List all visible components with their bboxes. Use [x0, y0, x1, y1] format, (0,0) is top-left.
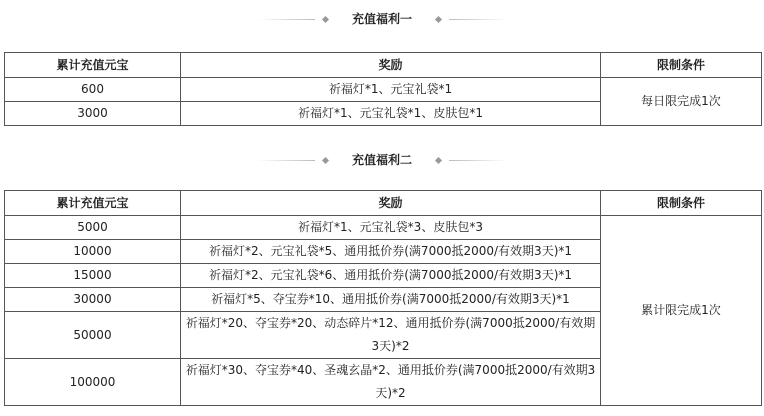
reward-cell: 祈福灯*1、元宝礼袋*3、皮肤包*3: [181, 216, 601, 240]
reward-cell: 祈福灯*1、元宝礼袋*1、皮肤包*1: [181, 102, 601, 126]
table-header-row: [5, 53, 762, 78]
section2-table: [4, 190, 762, 406]
amount-cell: 50000: [5, 312, 181, 359]
divider-line-left: [257, 19, 315, 20]
amount-cell: 15000: [5, 264, 181, 288]
reward-cell: 祈福灯*2、元宝礼袋*5、通用抵价券(满7000抵2000/有效期3天)*1: [181, 240, 601, 264]
table-header-row: [5, 191, 762, 216]
header-amount: 累计充值元宝: [5, 53, 181, 78]
amount-cell: 600: [5, 78, 181, 102]
divider-line-left: [257, 160, 315, 161]
limit-cell: 累计限完成1次: [601, 216, 762, 406]
section2-title: 充值福利二: [351, 153, 412, 167]
diamond-icon: [435, 157, 442, 164]
table-row: [5, 78, 762, 102]
section1-table: [4, 52, 762, 126]
header-amount: 累计充值元宝: [5, 191, 181, 216]
section2-heading: [0, 150, 764, 170]
amount-cell: 5000: [5, 216, 181, 240]
section1-title: 充值福利一: [351, 12, 412, 26]
header-reward: 奖励: [181, 191, 601, 216]
reward-cell: 祈福灯*1、元宝礼袋*1: [181, 78, 601, 102]
amount-cell: 30000: [5, 288, 181, 312]
amount-cell: 100000: [5, 359, 181, 406]
divider-line-right: [449, 160, 507, 161]
header-reward: 奖励: [181, 53, 601, 78]
reward-cell: 祈福灯*5、夺宝券*10、通用抵价券(满7000抵2000/有效期3天)*1: [181, 288, 601, 312]
amount-cell: 10000: [5, 240, 181, 264]
reward-cell: 祈福灯*30、夺宝券*40、圣魂玄晶*2、通用抵价券(满7000抵2000/有效期3天)*2: [181, 359, 601, 406]
diamond-icon: [322, 157, 329, 164]
divider-line-right: [449, 19, 507, 20]
diamond-icon: [435, 16, 442, 23]
limit-cell: 每日限完成1次: [601, 78, 762, 126]
table-row: [5, 216, 762, 240]
header-limit: 限制条件: [601, 53, 762, 78]
diamond-icon: [322, 16, 329, 23]
section1-heading: [0, 9, 764, 29]
header-limit: 限制条件: [601, 191, 762, 216]
amount-cell: 3000: [5, 102, 181, 126]
reward-cell: 祈福灯*20、夺宝券*20、动态碎片*12、通用抵价券(满7000抵2000/有效期3天)*2: [181, 312, 601, 359]
reward-cell: 祈福灯*2、元宝礼袋*6、通用抵价券(满7000抵2000/有效期3天)*1: [181, 264, 601, 288]
